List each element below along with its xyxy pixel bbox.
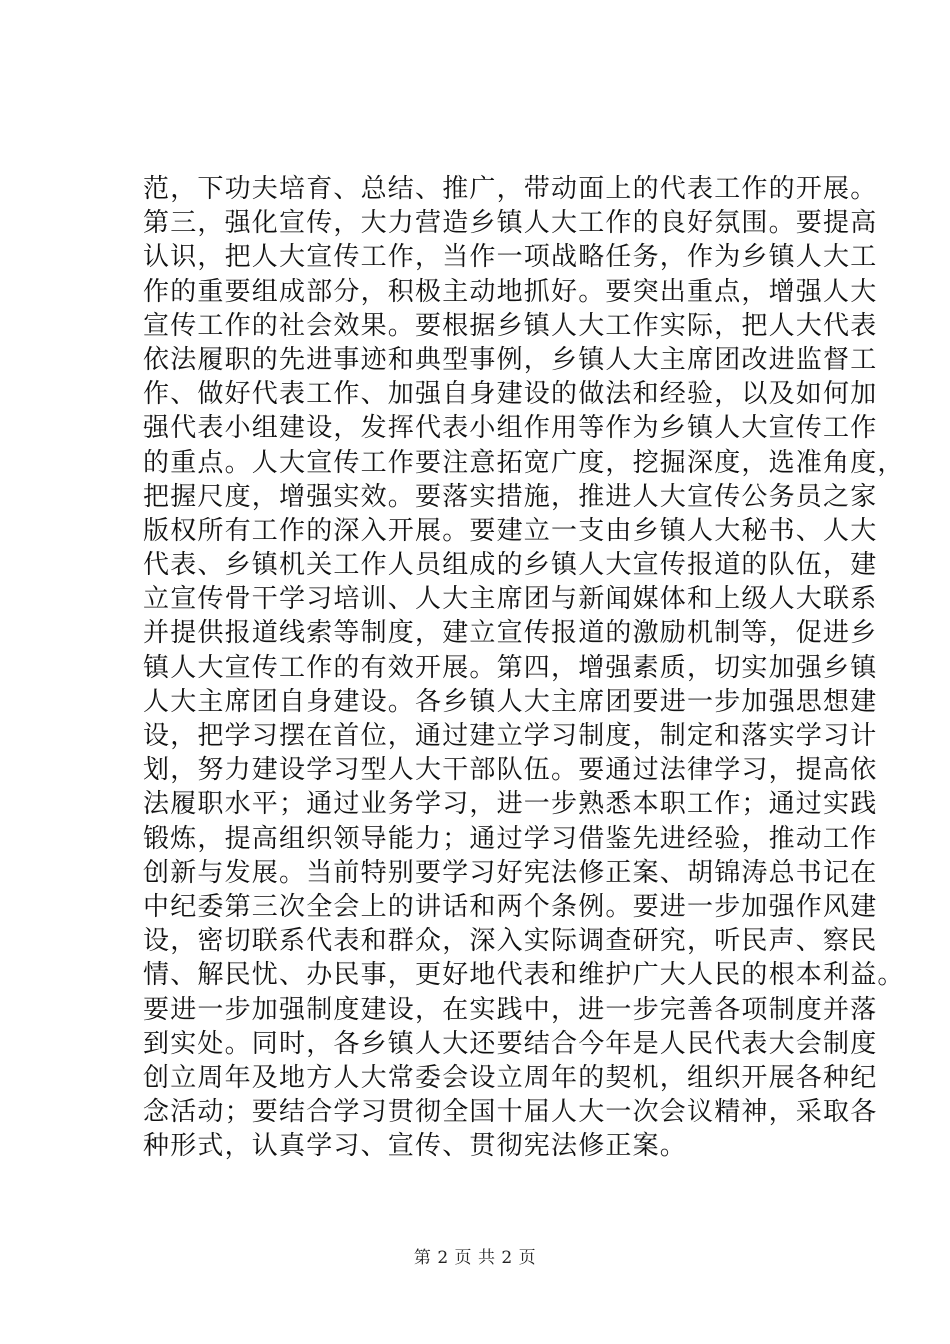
text-line: 人大主席团自身建设。各乡镇人大主席团要进一步加强思想建	[143, 686, 878, 717]
text-line: 法履职水平；通过业务学习，进一步熟悉本职工作；通过实践	[143, 789, 878, 820]
text-line: 立宣传骨干学习培训、人大主席团与新闻媒体和上级人大联系	[143, 584, 878, 615]
text-line: 的重点。人大宣传工作要注意拓宽广度，挖掘深度，选准角度，	[143, 447, 905, 478]
text-line: 情、解民忧、办民事，更好地代表和维护广大人民的根本利益。	[143, 960, 905, 991]
text-line: 到实处。同时，各乡镇人大还要结合今年是人民代表大会制度	[143, 1028, 878, 1059]
text-line: 强代表小组建设，发挥代表小组作用等作为乡镇人大宣传工作	[143, 413, 878, 444]
text-line: 认识，把人大宣传工作，当作一项战略任务，作为乡镇人大工	[143, 242, 878, 273]
text-line: 要进一步加强制度建设，在实践中，进一步完善各项制度并落	[143, 994, 878, 1025]
text-line: 版权所有工作的深入开展。要建立一支由乡镇人大秘书、人大	[143, 515, 878, 546]
text-line: 中纪委第三次全会上的讲话和两个条例。要进一步加强作风建	[143, 891, 878, 922]
page-number-footer: 第 2 页 共 2 页	[413, 1248, 537, 1268]
text-line: 创立周年及地方人大常委会设立周年的契机，组织开展各种纪	[143, 1062, 878, 1093]
text-line: 设，把学习摆在首位，通过建立学习制度，制定和落实学习计	[143, 721, 878, 751]
text-line: 依法履职的先进事迹和典型事例，乡镇人大主席团改进监督工	[143, 344, 878, 375]
text-line: 宣传工作的社会效果。要根据乡镇人大工作实际，把人大代表	[143, 310, 878, 341]
body-text	[143, 172, 905, 1163]
text-line: 设，密切联系代表和群众，深入实际调查研究，听民声、察民	[143, 926, 878, 957]
text-line: 镇人大宣传工作的有效开展。第四，增强素质，切实加强乡镇	[143, 652, 878, 683]
text-line: 第三，强化宣传，大力营造乡镇人大工作的良好氛围。要提高	[143, 208, 878, 239]
text-line: 念活动；要结合学习贯彻全国十届人大一次会议精神，采取各	[143, 1097, 878, 1128]
text-line: 划，努力建设学习型人大干部队伍。要通过法律学习，提高依	[143, 755, 878, 786]
text-line: 作的重要组成部分，积极主动地抓好。要突出重点，增强人大	[143, 276, 878, 307]
text-line: 创新与发展。当前特别要学习好宪法修正案、胡锦涛总书记在	[143, 857, 878, 888]
text-line: 代表、乡镇机关工作人员组成的乡镇人大宣传报道的队伍，建	[143, 550, 878, 581]
text-line: 并提供报道线索等制度，建立宣传报道的激励机制等，促进乡	[143, 618, 878, 649]
text-line: 种形式，认真学习、宣传、贯彻宪法修正案。	[143, 1131, 688, 1162]
text-line: 作、做好代表工作、加强自身建设的做法和经验，以及如何加	[143, 379, 878, 410]
text-line: 把握尺度，增强实效。要落实措施，推进人大宣传公务员之家	[143, 481, 878, 512]
text-line: 范，下功夫培育、总结、推广，带动面上的代表工作的开展。	[143, 174, 878, 204]
text-line: 锻炼，提高组织领导能力；通过学习借鉴先进经验，推动工作	[143, 823, 878, 854]
